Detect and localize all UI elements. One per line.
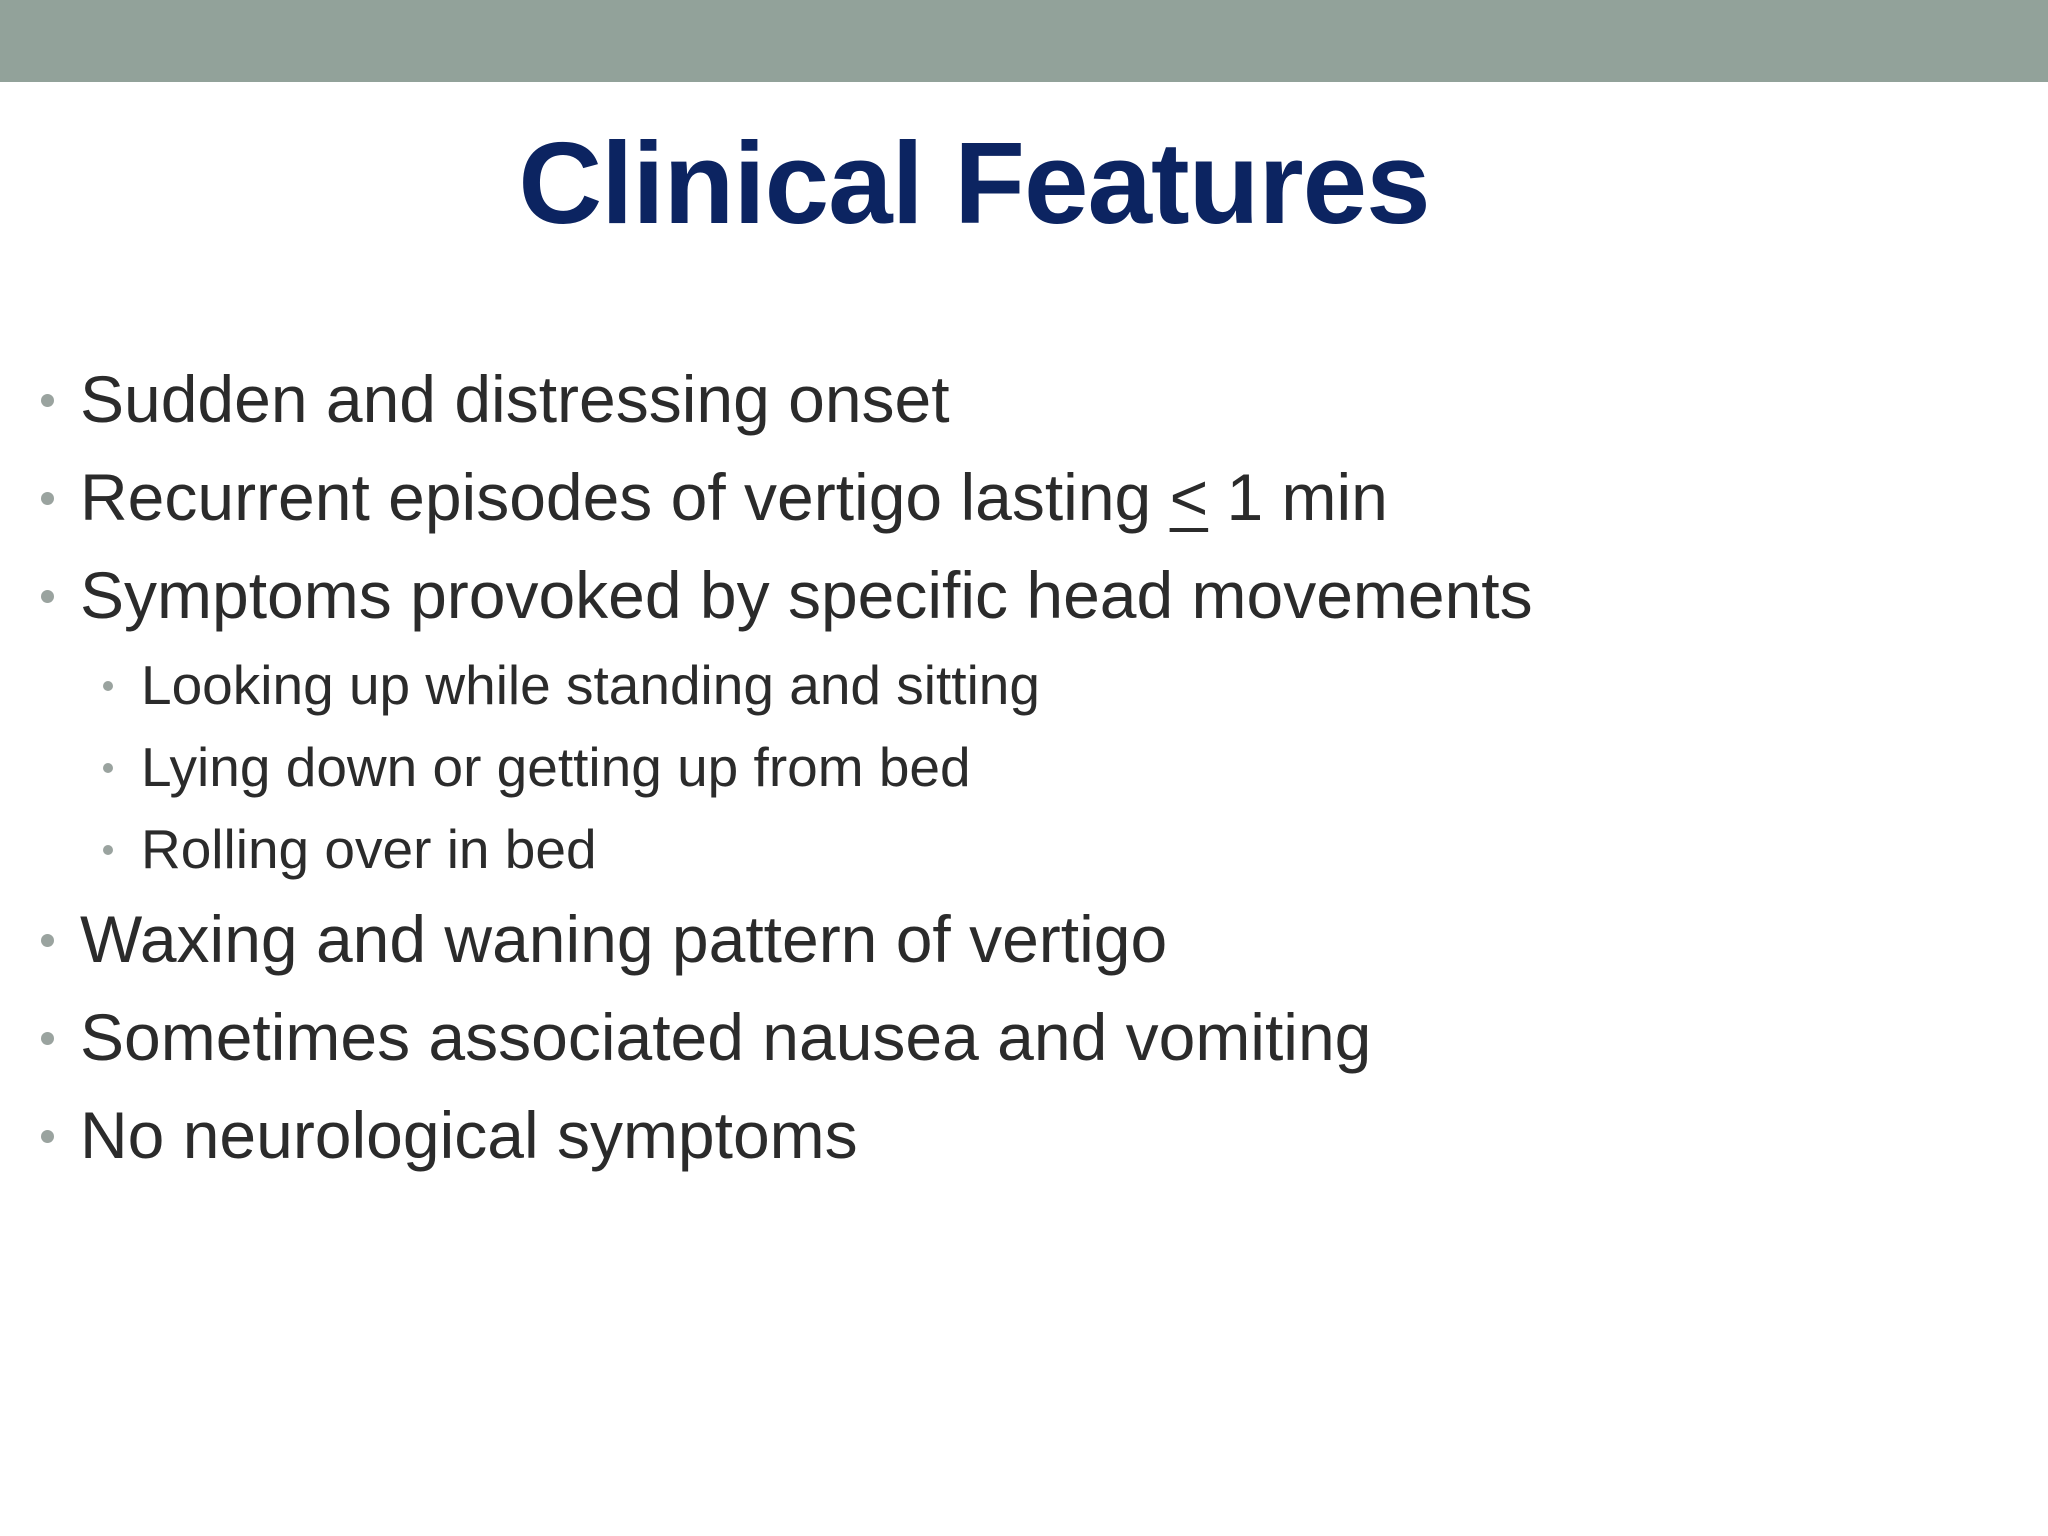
sub-bullet-dot-icon [103, 763, 113, 773]
bullet-text: Waxing and waning pattern of vertigo [80, 902, 1168, 976]
bullet-text: No neurological symptoms [80, 1098, 858, 1172]
sub-bullet-dot-icon [103, 845, 113, 855]
top-band [0, 0, 2048, 82]
sub-bullet-text: Rolling over in bed [141, 818, 597, 880]
bullet-dot-icon [41, 394, 54, 407]
bullet-dot-icon [41, 1130, 54, 1143]
bullet-text: Sudden and distressing onset [80, 362, 950, 436]
sub-bullet-text: Looking up while standing and sitting [141, 654, 1040, 716]
bullet-item [0, 890, 2048, 988]
sub-bullet-item [0, 726, 2048, 808]
sub-bullet-item [0, 808, 2048, 890]
bullet-dot-icon [41, 492, 54, 505]
bullet-text: Symptoms provoked by specific head movements [80, 558, 1533, 632]
bullet-dot-icon [41, 1032, 54, 1045]
sub-bullet-text: Lying down or getting up from bed [141, 736, 971, 798]
less-than-or-equal-symbol: < [1169, 460, 1209, 534]
bullet-dot-icon [41, 934, 54, 947]
slide-title: Clinical Features [518, 118, 1430, 248]
bullet-item [0, 988, 2048, 1086]
bullet-text-prefix: Recurrent episodes of vertigo lasting [80, 460, 1170, 534]
bullet-item [0, 448, 2048, 546]
bullet-item [0, 546, 2048, 644]
sub-bullet-dot-icon [103, 681, 113, 691]
bullet-item [0, 1086, 2048, 1184]
sub-bullet-item [0, 644, 2048, 726]
bullet-list [0, 350, 2048, 1184]
bullet-item [0, 350, 2048, 448]
bullet-text: Sometimes associated nausea and vomiting [80, 1000, 1372, 1074]
bullet-dot-icon [41, 590, 54, 603]
bullet-text-suffix: 1 min [1208, 460, 1388, 534]
